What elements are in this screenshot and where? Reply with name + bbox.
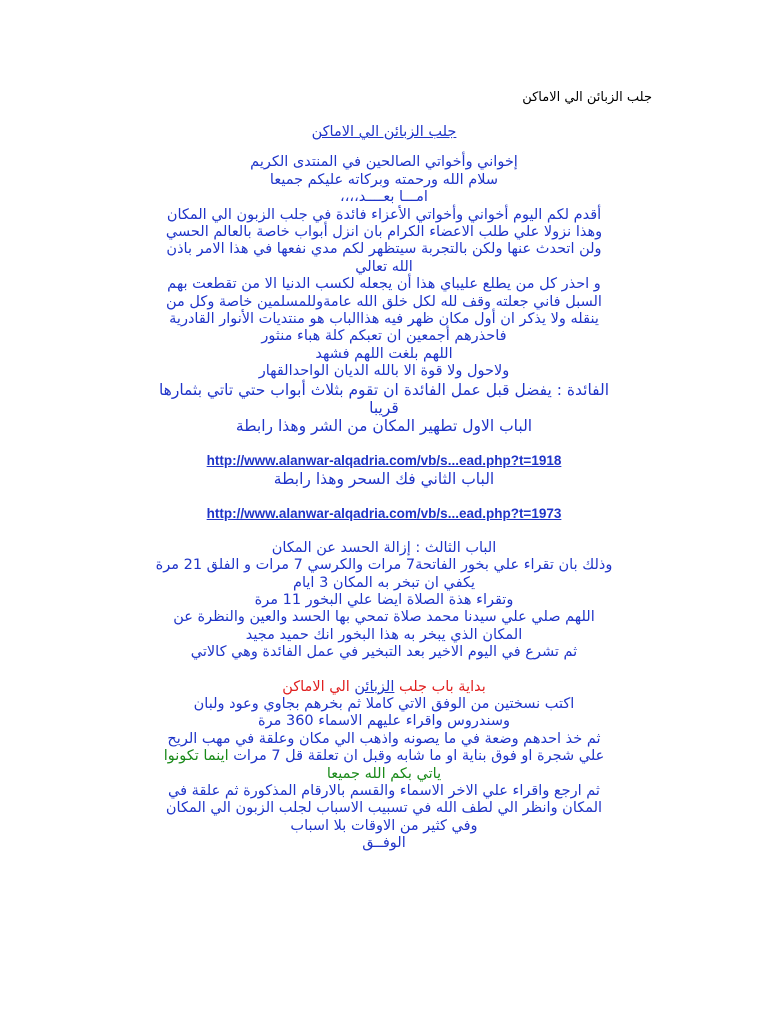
step-line: وفي كثير من الاوقات بلا اسباب — [290, 817, 478, 834]
intro-line: اللهم بلغت اللهم فشهد — [315, 345, 453, 362]
article-body — [110, 124, 658, 853]
door3-line: وتقراء هذة الصلاة ايضا علي البخور 11 مرة — [254, 591, 514, 608]
start-word1: الزبائن — [354, 678, 395, 695]
intro-line: ولن اتحدث عنها ولكن بالتجربة سيتظهر لكم مدي نفعها في هذا الامر باذن — [166, 241, 602, 258]
intro-line: الله تعالي — [355, 258, 413, 275]
benefit-line: الفائدة : يفضل قبل عمل الفائدة ان تقوم بثلاث أبواب حتي تاتي بثمارها — [158, 380, 610, 399]
door1-link[interactable]: http://www.alanwar-alqadria.com/vb/s...ead.php?t=1918 — [206, 452, 562, 468]
article-title: جلب الزبائن الي الاماكن — [311, 124, 457, 140]
step-line: الوفــق — [362, 835, 406, 852]
start-prefix: بداية باب جلب — [398, 678, 486, 695]
step-mixed-line — [110, 748, 658, 765]
intro-line: امـــا بعــــد،،،، — [340, 189, 428, 206]
start-heading — [110, 679, 658, 696]
step-line: وسندروس واقراء عليهم الاسماء 360 مرة — [258, 713, 510, 730]
intro-line: فاحذرهم أجمعين ان تعبكم كلة هباء منثور — [261, 328, 507, 345]
door3-line: ثم تشرع في اليوم الاخير بعد التبخير في عمل الفائدة وهي كالاتي — [190, 644, 578, 661]
door3-line: اللهم صلي علي سيدنا محمد صلاة تمحي بها الحسد والعين والنظرة عن — [173, 609, 595, 626]
benefit-line: قريبا — [369, 398, 399, 417]
door3-line: وذلك بان تقراء علي بخور الفاتحة7 مرات والكرسي 7 مرات و الفلق 21 مرة — [155, 557, 613, 574]
step-line: اكتب نسختين من الوفق الاتي كاملا ثم بخرهم بجاوي وعود ولبان — [193, 695, 575, 712]
step-line: المكان وانظر الي لطف الله في تسبيب الاسباب لجلب الزبون الي المكان — [165, 800, 603, 817]
page-header-title: جلب الزبائن الي الاماكن — [522, 90, 652, 105]
intro-line: و احذر كل من يطلع عليباي هذا أن يجعله لكسب الدنيا الا من تقطعت بهم — [167, 276, 601, 293]
door3-line: يكفي ان تبخر به المكان 3 ايام — [293, 574, 475, 591]
door2-link[interactable]: http://www.alanwar-alqadria.com/vb/s...ead.php?t=1973 — [206, 505, 562, 521]
intro-line: أقدم لكم اليوم أخواني وأخواتي الأعزاء فائدة في جلب الزبون الي المكان — [166, 206, 602, 223]
door2-text: الباب الثاني فك السحر وهذا رابطة — [273, 469, 495, 488]
step-line: ثم خذ احدهم وضعة في ما يصونه واذهب الي مكان وعلقة في مهب الريح — [167, 730, 601, 747]
start-word2: الي — [329, 678, 350, 695]
intro-line: ينقله ولا يذكر ان أول مكان ظهر فيه هذاالباب هو منتديات الأنوار القادرية — [169, 311, 599, 328]
intro-section — [110, 154, 658, 380]
intro-line: السبل فاني جعلته وقف لله لكل خلق الله عامةوللمسلمين خاصة وكل من — [166, 293, 602, 310]
intro-line: إخواني وأخواتي الصالحين في المنتدى الكريم — [250, 154, 518, 171]
door1-text: الباب الاول تطهير المكان من الشر وهذا رابطة — [235, 416, 533, 435]
step-mixed-blue: علي شجرة او فوق بناية او ما شابه وقبل ان تعلقة قل 7 مرات — [233, 748, 605, 765]
intro-line: وهذا نزولا علي طلب الاعضاء الكرام بان انزل أبواب خاصة بالعالم الحسي — [165, 224, 603, 241]
step-mixed-green: اينما تكونوا — [163, 748, 229, 765]
door3-line: المكان الذي يبخر به هذا البخور انك حميد مجيد — [245, 626, 523, 643]
step-line: ثم ارجع واقراء علي الاخر الاسماء والقسم بالارقام المذكورة ثم علقة في — [168, 782, 600, 799]
intro-line: ولاحول ولا قوة الا بالله الديان الواحدالقهار — [258, 363, 510, 380]
intro-line: سلام الله ورحمته وبركاته عليكم جميعا — [269, 171, 499, 188]
step-green-line: ياتي بكم الله جميعا — [326, 765, 442, 782]
door3-line: الباب الثالث : إزالة الحسد عن المكان — [271, 539, 497, 556]
start-word3: الاماكن — [282, 678, 325, 695]
